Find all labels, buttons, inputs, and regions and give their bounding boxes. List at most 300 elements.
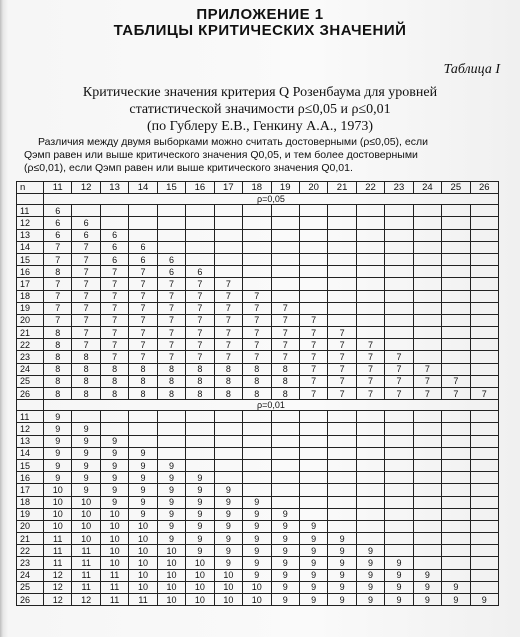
value-cell — [243, 459, 271, 471]
table-row — [17, 229, 499, 241]
value-cell: 10 — [72, 533, 100, 545]
row-n-cell: 18 — [17, 290, 44, 302]
header-cell: 23 — [385, 182, 413, 194]
table-row — [17, 435, 499, 447]
value-cell: 10 — [72, 508, 100, 520]
table-row — [17, 241, 499, 253]
value-cell: 7 — [271, 351, 299, 363]
value-cell: 7 — [328, 351, 356, 363]
value-cell: 7 — [129, 351, 157, 363]
value-cell — [186, 241, 214, 253]
value-cell: 7 — [243, 314, 271, 326]
value-cell: 7 — [214, 302, 242, 314]
value-cell — [356, 278, 384, 290]
value-cell: 10 — [44, 496, 72, 508]
value-cell: 7 — [72, 314, 100, 326]
value-cell — [413, 327, 441, 339]
value-cell: 6 — [186, 266, 214, 278]
value-cell — [470, 302, 498, 314]
header-cell: 24 — [413, 182, 441, 194]
value-cell: 10 — [44, 484, 72, 496]
row-n-cell: 20 — [17, 314, 44, 326]
value-cell: 9 — [44, 411, 72, 423]
value-cell — [214, 229, 242, 241]
value-cell: 12 — [44, 594, 72, 606]
value-cell — [385, 459, 413, 471]
value-cell — [413, 217, 441, 229]
value-cell — [385, 217, 413, 229]
value-cell — [129, 229, 157, 241]
value-cell — [356, 508, 384, 520]
value-cell: 7 — [214, 278, 242, 290]
value-cell: 7 — [385, 375, 413, 387]
value-cell: 9 — [328, 594, 356, 606]
value-cell: 8 — [72, 351, 100, 363]
value-cell: 7 — [100, 327, 128, 339]
header-cell: 22 — [356, 182, 384, 194]
value-cell — [413, 411, 441, 423]
value-cell — [186, 205, 214, 217]
value-cell: 10 — [214, 569, 242, 581]
table-row — [17, 266, 499, 278]
value-cell — [413, 241, 441, 253]
row-n-cell: 20 — [17, 520, 44, 532]
value-cell — [442, 472, 470, 484]
critical-values-table — [16, 181, 499, 606]
value-cell: 8 — [100, 363, 128, 375]
appendix-subtitle: ТАБЛИЦЫ КРИТИЧЕСКИХ ЗНАЧЕНИЙ — [113, 22, 407, 39]
value-cell — [442, 314, 470, 326]
value-cell — [157, 447, 185, 459]
header-cell: 14 — [129, 182, 157, 194]
value-cell — [243, 423, 271, 435]
value-cell: 9 — [413, 581, 441, 593]
row-n-cell: 16 — [17, 266, 44, 278]
table-number-label: Таблица I — [443, 62, 500, 77]
value-cell — [356, 314, 384, 326]
value-cell: 9 — [271, 557, 299, 569]
value-cell: 11 — [100, 569, 128, 581]
value-cell: 7 — [243, 290, 271, 302]
table-row — [17, 545, 499, 557]
row-n-cell: 24 — [17, 363, 44, 375]
value-cell: 7 — [413, 388, 441, 400]
value-cell — [442, 520, 470, 532]
value-cell — [413, 339, 441, 351]
value-cell: 7 — [442, 388, 470, 400]
value-cell: 7 — [129, 290, 157, 302]
value-cell — [442, 205, 470, 217]
value-cell — [385, 545, 413, 557]
value-cell — [442, 217, 470, 229]
row-n-cell: 17 — [17, 484, 44, 496]
value-cell: 7 — [470, 388, 498, 400]
value-cell: 9 — [214, 533, 242, 545]
value-cell — [186, 447, 214, 459]
value-cell — [470, 545, 498, 557]
value-cell: 10 — [157, 581, 185, 593]
value-cell: 9 — [186, 533, 214, 545]
value-cell: 10 — [129, 533, 157, 545]
value-cell: 9 — [72, 435, 100, 447]
value-cell — [328, 411, 356, 423]
value-cell — [271, 241, 299, 253]
table-row — [17, 508, 499, 520]
value-cell: 9 — [385, 569, 413, 581]
value-cell — [470, 508, 498, 520]
value-cell — [243, 229, 271, 241]
section-row — [17, 194, 499, 205]
value-cell: 7 — [100, 339, 128, 351]
row-n-cell: 23 — [17, 351, 44, 363]
value-cell: 10 — [186, 581, 214, 593]
value-cell: 7 — [356, 363, 384, 375]
header-cell: 11 — [44, 182, 72, 194]
value-cell: 9 — [243, 569, 271, 581]
value-cell: 9 — [442, 594, 470, 606]
value-cell — [442, 351, 470, 363]
value-cell — [470, 217, 498, 229]
value-cell: 9 — [186, 545, 214, 557]
value-cell: 7 — [157, 339, 185, 351]
value-cell: 6 — [157, 266, 185, 278]
value-cell: 7 — [72, 278, 100, 290]
row-n-cell: 13 — [17, 229, 44, 241]
value-cell — [129, 423, 157, 435]
value-cell: 9 — [356, 594, 384, 606]
value-cell: 9 — [44, 472, 72, 484]
value-cell — [214, 205, 242, 217]
value-cell — [385, 229, 413, 241]
value-cell: 8 — [186, 388, 214, 400]
value-cell: 9 — [129, 496, 157, 508]
value-cell: 6 — [44, 205, 72, 217]
value-cell: 7 — [186, 302, 214, 314]
value-cell: 8 — [44, 327, 72, 339]
row-n-cell: 18 — [17, 496, 44, 508]
value-cell — [299, 241, 327, 253]
value-cell: 7 — [385, 388, 413, 400]
value-cell — [413, 520, 441, 532]
value-cell — [271, 423, 299, 435]
value-cell: 7 — [44, 278, 72, 290]
value-cell — [413, 508, 441, 520]
value-cell: 9 — [243, 508, 271, 520]
value-cell: 9 — [385, 557, 413, 569]
value-cell: 7 — [72, 339, 100, 351]
value-cell: 9 — [299, 533, 327, 545]
value-cell: 7 — [129, 339, 157, 351]
value-cell: 12 — [44, 581, 72, 593]
row-n-cell: 25 — [17, 581, 44, 593]
value-cell: 7 — [299, 375, 327, 387]
value-cell: 7 — [72, 241, 100, 253]
value-cell — [442, 496, 470, 508]
value-cell — [271, 205, 299, 217]
value-cell: 10 — [100, 557, 128, 569]
value-cell — [442, 290, 470, 302]
value-cell — [299, 411, 327, 423]
value-cell: 10 — [100, 533, 128, 545]
value-cell: 7 — [299, 314, 327, 326]
value-cell: 9 — [385, 581, 413, 593]
value-cell: 7 — [385, 351, 413, 363]
value-cell — [328, 508, 356, 520]
value-cell: 9 — [271, 533, 299, 545]
value-cell: 10 — [100, 520, 128, 532]
value-cell: 7 — [44, 253, 72, 265]
value-cell: 6 — [100, 253, 128, 265]
value-cell: 10 — [186, 557, 214, 569]
table-row — [17, 423, 499, 435]
value-cell — [328, 302, 356, 314]
value-cell — [214, 411, 242, 423]
value-cell — [299, 459, 327, 471]
value-cell — [243, 253, 271, 265]
value-cell — [299, 496, 327, 508]
value-cell — [214, 241, 242, 253]
value-cell: 11 — [72, 581, 100, 593]
value-cell — [328, 241, 356, 253]
table-row — [17, 217, 499, 229]
value-cell: 7 — [100, 290, 128, 302]
value-cell: 6 — [100, 229, 128, 241]
header-cell: 21 — [328, 182, 356, 194]
value-cell — [413, 351, 441, 363]
row-n-cell: 21 — [17, 533, 44, 545]
value-cell — [413, 278, 441, 290]
value-cell: 9 — [271, 520, 299, 532]
value-cell — [356, 533, 384, 545]
value-cell — [442, 569, 470, 581]
value-cell: 8 — [44, 363, 72, 375]
table-row — [17, 302, 499, 314]
section-label-spacer — [17, 400, 44, 411]
value-cell — [442, 339, 470, 351]
value-cell: 7 — [328, 388, 356, 400]
value-cell — [413, 423, 441, 435]
value-cell: 6 — [44, 217, 72, 229]
value-cell — [470, 496, 498, 508]
value-cell: 10 — [157, 569, 185, 581]
value-cell — [157, 205, 185, 217]
header-cell: 12 — [72, 182, 100, 194]
value-cell: 9 — [100, 435, 128, 447]
value-cell — [129, 205, 157, 217]
row-n-cell: 23 — [17, 557, 44, 569]
row-n-cell: 26 — [17, 594, 44, 606]
value-cell: 9 — [157, 533, 185, 545]
value-cell — [413, 545, 441, 557]
value-cell: 7 — [413, 375, 441, 387]
header-cell: 25 — [442, 182, 470, 194]
section-row — [17, 400, 499, 411]
value-cell — [356, 447, 384, 459]
value-cell — [299, 205, 327, 217]
value-cell: 10 — [72, 520, 100, 532]
value-cell — [271, 229, 299, 241]
value-cell: 7 — [299, 339, 327, 351]
value-cell: 9 — [299, 520, 327, 532]
value-cell: 7 — [157, 351, 185, 363]
value-cell — [214, 217, 242, 229]
value-cell — [385, 423, 413, 435]
value-cell — [243, 435, 271, 447]
section-label-spacer — [17, 194, 44, 205]
value-cell: 7 — [157, 290, 185, 302]
value-cell — [442, 545, 470, 557]
value-cell: 9 — [243, 545, 271, 557]
value-cell: 7 — [356, 388, 384, 400]
header-cell: 16 — [186, 182, 214, 194]
value-cell: 11 — [72, 569, 100, 581]
row-n-cell: 22 — [17, 339, 44, 351]
value-cell: 7 — [328, 327, 356, 339]
value-cell — [328, 314, 356, 326]
value-cell — [157, 435, 185, 447]
value-cell: 9 — [100, 459, 128, 471]
value-cell — [385, 314, 413, 326]
value-cell: 7 — [72, 302, 100, 314]
value-cell: 6 — [129, 253, 157, 265]
value-cell — [470, 520, 498, 532]
value-cell — [385, 327, 413, 339]
value-cell: 9 — [129, 508, 157, 520]
value-cell: 9 — [157, 520, 185, 532]
value-cell: 12 — [44, 569, 72, 581]
value-cell — [385, 241, 413, 253]
value-cell — [356, 435, 384, 447]
value-cell: 9 — [214, 545, 242, 557]
value-cell: 8 — [44, 388, 72, 400]
value-cell — [356, 266, 384, 278]
value-cell: 8 — [243, 375, 271, 387]
value-cell — [470, 266, 498, 278]
value-cell — [100, 217, 128, 229]
value-cell: 7 — [129, 314, 157, 326]
value-cell: 9 — [157, 484, 185, 496]
value-cell — [157, 411, 185, 423]
value-cell: 8 — [129, 363, 157, 375]
value-cell: 9 — [100, 484, 128, 496]
value-cell — [328, 459, 356, 471]
value-cell — [271, 459, 299, 471]
header-cell: 17 — [214, 182, 242, 194]
value-cell: 8 — [271, 388, 299, 400]
value-cell — [271, 266, 299, 278]
value-cell — [385, 496, 413, 508]
value-cell: 8 — [157, 363, 185, 375]
value-cell: 7 — [385, 363, 413, 375]
value-cell — [470, 351, 498, 363]
value-cell — [328, 520, 356, 532]
value-cell — [328, 447, 356, 459]
value-cell — [72, 411, 100, 423]
value-cell: 9 — [299, 594, 327, 606]
value-cell: 10 — [157, 594, 185, 606]
row-n-cell: 19 — [17, 508, 44, 520]
value-cell: 7 — [413, 363, 441, 375]
value-cell: 7 — [299, 351, 327, 363]
value-cell — [271, 472, 299, 484]
value-cell: 7 — [271, 327, 299, 339]
value-cell: 7 — [44, 290, 72, 302]
value-cell — [470, 447, 498, 459]
value-cell — [328, 205, 356, 217]
value-cell: 8 — [100, 388, 128, 400]
value-cell — [243, 411, 271, 423]
value-cell: 9 — [72, 484, 100, 496]
value-cell: 7 — [186, 314, 214, 326]
caption-line-1: Критические значения критерия Q Розенбаума для уровней — [82, 85, 438, 100]
value-cell — [243, 217, 271, 229]
value-cell — [413, 459, 441, 471]
value-cell: 9 — [243, 520, 271, 532]
value-cell: 9 — [356, 545, 384, 557]
value-cell: 8 — [186, 363, 214, 375]
value-cell: 9 — [299, 569, 327, 581]
table-row — [17, 581, 499, 593]
value-cell — [470, 375, 498, 387]
value-cell — [214, 472, 242, 484]
value-cell: 11 — [44, 545, 72, 557]
value-cell — [385, 266, 413, 278]
value-cell: 9 — [385, 594, 413, 606]
value-cell — [470, 533, 498, 545]
value-cell — [385, 205, 413, 217]
value-cell — [470, 229, 498, 241]
value-cell: 10 — [129, 520, 157, 532]
value-cell: 10 — [243, 581, 271, 593]
value-cell: 9 — [328, 533, 356, 545]
value-cell: 7 — [356, 375, 384, 387]
value-cell — [157, 423, 185, 435]
value-cell — [129, 435, 157, 447]
value-cell — [385, 302, 413, 314]
value-cell: 7 — [44, 241, 72, 253]
value-cell: 6 — [157, 253, 185, 265]
value-cell: 9 — [186, 484, 214, 496]
value-cell: 7 — [100, 351, 128, 363]
table-row — [17, 569, 499, 581]
value-cell: 9 — [271, 545, 299, 557]
value-cell — [385, 508, 413, 520]
value-cell: 7 — [299, 327, 327, 339]
value-cell: 7 — [299, 363, 327, 375]
value-cell: 7 — [214, 327, 242, 339]
value-cell — [299, 290, 327, 302]
value-cell: 9 — [186, 520, 214, 532]
value-cell: 10 — [129, 545, 157, 557]
header-cell: 18 — [243, 182, 271, 194]
note-line-2: Qэмп равен или выше критического значения Q0,05, и тем более достоверными — [24, 149, 418, 161]
note-line-3: (ρ≤0,01), если Qэмп равен или выше критического значения Q0,01. — [24, 162, 353, 174]
significance-level-label: ρ=0,05 — [44, 194, 499, 205]
value-cell: 8 — [243, 363, 271, 375]
value-cell — [100, 205, 128, 217]
value-cell: 7 — [157, 278, 185, 290]
value-cell: 9 — [214, 557, 242, 569]
value-cell: 6 — [72, 229, 100, 241]
value-cell: 10 — [186, 569, 214, 581]
row-n-cell: 12 — [17, 423, 44, 435]
value-cell: 7 — [186, 278, 214, 290]
value-cell — [413, 290, 441, 302]
value-cell — [328, 266, 356, 278]
value-cell — [299, 278, 327, 290]
value-cell: 9 — [129, 484, 157, 496]
value-cell — [186, 229, 214, 241]
